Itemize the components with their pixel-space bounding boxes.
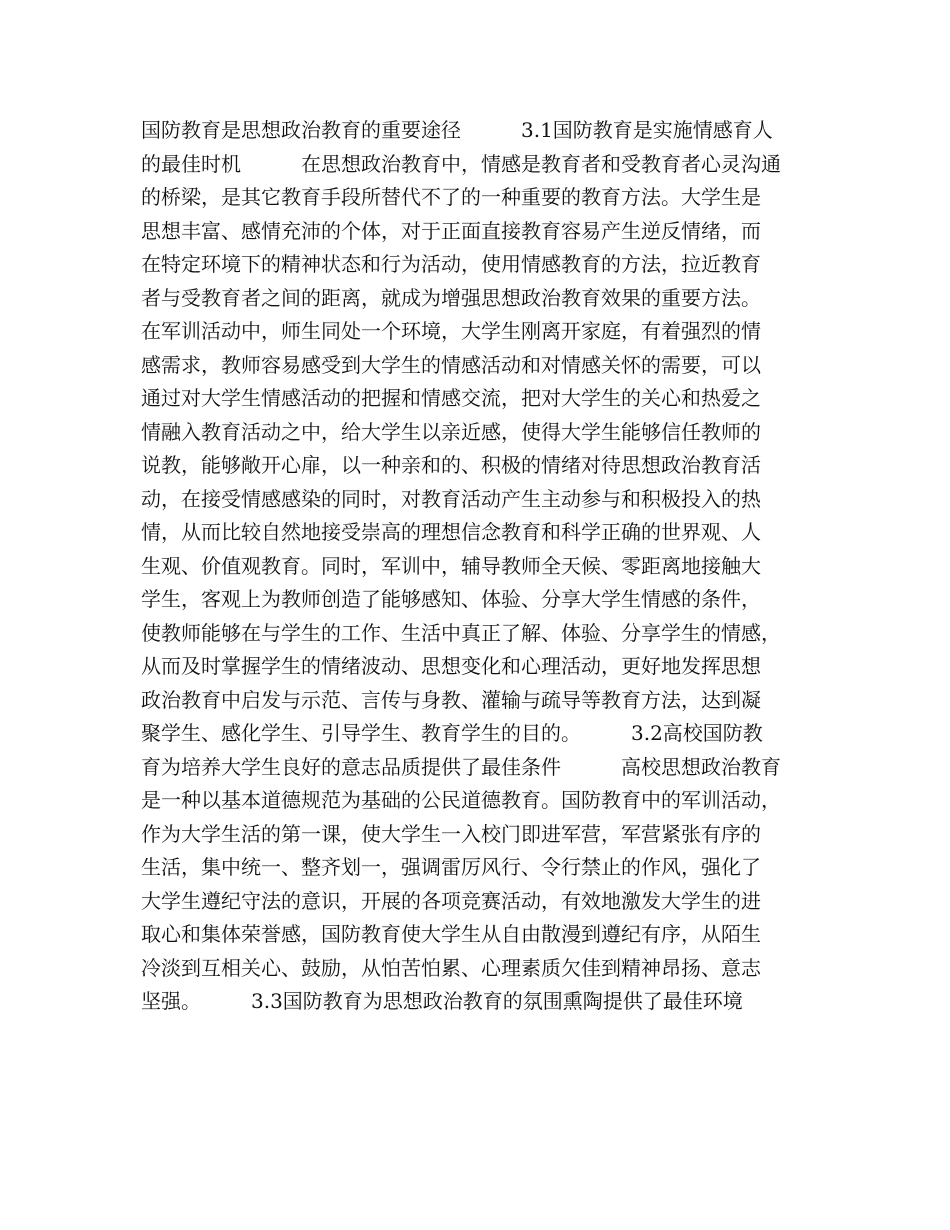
text-line-22: 作为大学生活的第一课，使大学生一入校门即进军营，军营紧张有序的 bbox=[141, 821, 761, 846]
body-text bbox=[141, 114, 831, 1019]
text-line-11: 说教，能够敞开心扉，以一种亲和的、积极的情绪对待思想政治教育活 bbox=[141, 453, 761, 477]
text-line-21: 是一种以基本道德规范为基础的公民道德教育。国防教育中的军训活动， bbox=[141, 788, 781, 812]
text-line-6: 者与受教育者之间的距离，就成为增强思想政治教育效果的重要方法。 bbox=[141, 285, 761, 310]
text-line-17: 从而及时掌握学生的情绪波动、思想变化和心理活动，更好地发挥思想 bbox=[141, 654, 761, 678]
text-line-13: 情，从而比较自然地接受崇高的理想信念教育和科学正确的世界观、人 bbox=[141, 520, 761, 544]
text-line-4: 思想丰富、感情充沛的个体，对于正面直接教育容易产生逆反情绪，而 bbox=[141, 218, 761, 243]
text-line-3: 的桥梁，是其它教育手段所替代不了的一种重要的教育方法。大学生是 bbox=[141, 185, 761, 209]
text-line-12: 动，在接受情感感染的同时，对教育活动产生主动参与和积极投入的热 bbox=[141, 486, 761, 511]
text-line-7: 在军训活动中，师生同处一个环境，大学生刚离开家庭，有着强烈的情 bbox=[141, 319, 761, 343]
text-line-16: 使教师能够在与学生的工作、生活中真正了解、体验、分享学生的情感， bbox=[141, 620, 781, 645]
text-line-19: 聚学生、感化学生、引导学生、教育学生的目的。 3.2高校国防教 bbox=[141, 721, 763, 745]
text-line-2: 的最佳时机 在思想政治教育中，情感是教育者和受教育者心灵沟通 bbox=[141, 151, 781, 176]
text-line-24: 大学生遵纪守法的意识，开展的各项竞赛活动，有效地激发大学生的进 bbox=[141, 888, 761, 913]
text-line-1: 国防教育是思想政治教育的重要途径 3.1国防教育是实施情感育人 bbox=[141, 118, 773, 142]
text-line-20: 育为培养大学生良好的意志品质提供了最佳条件 高校思想政治教育 bbox=[141, 754, 781, 779]
text-line-8: 感需求，教师容易感受到大学生的情感活动和对情感关怀的需要，可以 bbox=[141, 352, 761, 377]
text-line-18: 政治教育中启发与示范、言传与身教、灌输与疏导等教育方法，达到凝 bbox=[141, 687, 761, 712]
text-line-27: 坚强。 3.3国防教育为思想政治教育的氛围熏陶提供了最佳环境 bbox=[141, 989, 743, 1013]
text-line-10: 情融入教育活动之中，给大学生以亲近感，使得大学生能够信任教师的 bbox=[141, 419, 761, 444]
text-line-15: 学生，客观上为教师创造了能够感知、体验、分享大学生情感的条件， bbox=[141, 587, 761, 611]
text-line-14: 生观、价值观教育。同时，军训中，辅导教师全天候、零距离地接触大 bbox=[141, 553, 761, 578]
text-line-25: 取心和集体荣誉感，国防教育使大学生从自由散漫到遵纪有序，从陌生 bbox=[141, 922, 761, 946]
text-line-9: 通过对大学生情感活动的把握和情感交流，把对大学生的关心和热爱之 bbox=[141, 386, 761, 410]
text-line-5: 在特定环境下的精神状态和行为活动，使用情感教育的方法，拉近教育 bbox=[141, 252, 761, 276]
text-line-23: 生活，集中统一、整齐划一，强调雷厉风行、令行禁止的作风，强化了 bbox=[141, 855, 761, 879]
text-line-26: 冷淡到互相关心、鼓励，从怕苦怕累、心理素质欠佳到精神昂扬、意志 bbox=[141, 955, 761, 980]
